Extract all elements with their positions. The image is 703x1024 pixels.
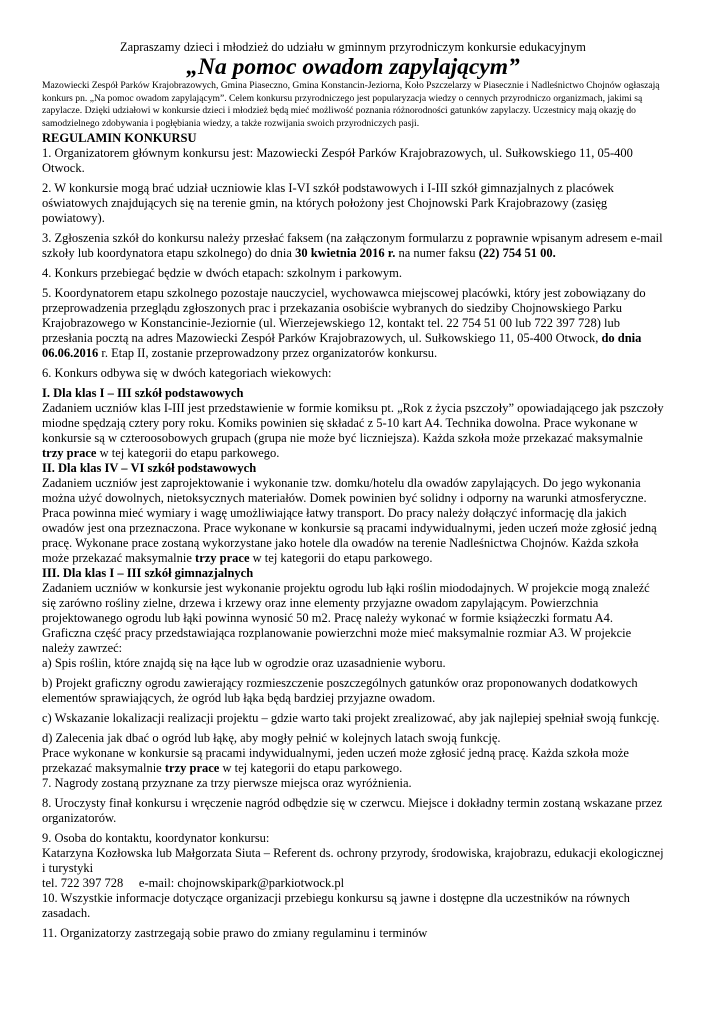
rule-5-text-2: r. Etap II, zostanie przeprowadzony przez organizatorów konkursu.: [98, 346, 438, 361]
rule-2: 2. W konkursie mogą brać udział uczniowie klas I-VI szkół podstawowych i I-III szkół gimnazjalnych z placówek oświatowych znajdujących się na terenie gmin, na których położony jest Chojnowski Park Krajobrazowy (zasięg powiatowy).: [42, 181, 614, 226]
rule-6: 6. Konkurs odbywa się w dwóch kategoriach wiekowych:: [42, 366, 332, 381]
rule-3-deadline: 30 kwietnia 2016 r.: [295, 246, 396, 261]
category-3-heading: III. Dla klas I – III szkół gimnazjalnych: [42, 566, 254, 581]
category-1-body: Zadaniem uczniów klas I-III jest przedstawienie w formie komiksu pt. „Rok z życia pszczoły” opowiadającego jak pszczoły miodne spędzają cztery pory roku. Komiks powinien się składać z 5-10 kart A4. Technika dowolna. Prace wykonane w konkursie są w czteroosobowych grupach (grupa nie może być liczniejsza). Każda szkoła może przekazać maksymalnie: [42, 401, 664, 446]
category-1-limit: trzy prace: [42, 446, 97, 461]
lead-paragraph: Mazowiecki Zespół Parków Krajobrazowych, Gmina Piaseczno, Gmina Konstancin-Jeziorna, Koło Pszczelarzy w Piasecznie i Nadleśnictwo Chojnów ogłaszają konkurs pn. „Na pomoc owadom zapylającym”. Celem konkursu przyrodniczego jest popularyzacja wiedzy o cennych przyrodniczo organizmach, jakimi są zapylacze. Dzięki udziałowi w konkursie dzieci i młodzież będą mieć możliwość poznania różnorodności gatunków zapylaczy. Uczestnicy mają okazję do samodzielnego zdobywania i pogłębiania wiedzy, a także rozwijania swoich przyrodniczych pasji.: [42, 80, 660, 129]
rule-9: 9. Osoba do kontaktu, koordynator konkursu:: [42, 831, 270, 846]
category-3-closing-tail: w tej kategorii do etapu parkowego.: [219, 761, 403, 776]
category-3-item-c: c) Wskazanie lokalizacji realizacji projektu – gdzie warto taki projekt zrealizować, aby jak najlepiej spełniał swoją funkcję.: [42, 711, 660, 726]
rule-3: [42, 231, 664, 261]
rule-3-text: 3. Zgłoszenia szkół do konkursu należy przesłać faksem (na załączonym formularzu z poprawnie wpisanym adresem e-mail szkoły lub koordynatora etapu szkolnego) do dnia: [42, 231, 663, 261]
rule-3-text-2: na numer faksu: [395, 246, 479, 261]
rule-5-text: 5. Koordynatorem etapu szkolnego pozostaje nauczyciel, wychowawca miejscowej placówki, który jest zobowiązany do przeprowadzenia przeglądu zgłoszonych prac i przekazania osobiście wybranych do siedziby Chojnowskiego Parku Krajobrazowego w Konstancinie-Jeziornie (ul. Wierzejewskiego 12, kontakt tel. 22 754 51 00 lub 722 397 728) lub przesłania pocztą na adres Mazowiecki Zespół Parków Krajobrazowych, ul. Sułkowskiego 11, 05-400 Otwock,: [42, 286, 646, 346]
category-2-tail: w tej kategorii do etapu parkowego.: [249, 551, 433, 566]
category-2-heading: II. Dla klas IV – VI szkół podstawowych: [42, 461, 257, 476]
category-1-tail: w tej kategorii do etapu parkowego.: [96, 446, 280, 461]
category-1-heading: I. Dla klas I – III szkół podstawowych: [42, 386, 244, 401]
category-3-item-a: a) Spis roślin, które znajdą się na łące lub w ogrodzie oraz uzasadnienie wyboru.: [42, 656, 446, 671]
rules-heading: REGULAMIN KONKURSU: [42, 131, 197, 146]
category-2-body: Zadaniem uczniów jest zaprojektowanie i wykonanie tzw. domku/hotelu dla owadów zapylających. Do jego wykonania można użyć dowolnych, nietoksycznych materiałów. Domek powinien być solidny i odporny na warunki atmosferyczne. Praca powinna mieć wymiary i wagę umożliwiające łatwy transport. Do pracy należy dołączyć informację dla jakich owadów jest ona przeznaczona. Prace wykonane w konkursie są pracami indywidualnymi, jeden uczeń może zgłosić jedną pracę. Wykonane prace zostaną wykorzystane jako hotele dla owadów na terenie Nadleśnictwa Chojnów. Każda szkoła może przekazać maksymalnie: [42, 476, 657, 566]
rule-10: 10. Wszystkie informacje dotyczące organizacji przebiegu konkursu są jawne i dostępne dla uczestników na równych zasadach.: [42, 891, 630, 921]
category-1-text: [42, 401, 664, 461]
category-3-item-b: b) Projekt graficzny ogrodu zawierający rozmieszczenie poszczególnych gatunków oraz proponowanych dodatkowych elementów sprawiających, że ogród lub łąka będą bardziej przyjazne owadom.: [42, 676, 638, 706]
contest-title: „Na pomoc owadom zapylającym”: [186, 54, 520, 80]
rule-5-deadline: do dnia 06.06.2016: [42, 331, 642, 361]
category-2-text: [42, 476, 664, 566]
contact-persons: Katarzyna Kozłowska lub Małgorzata Siuta – Referent ds. ochrony przyrody, środowiska, krajobrazu, edukacji ekologicznej i turystyki: [42, 846, 664, 876]
category-3-text: Zadaniem uczniów w konkursie jest wykonanie projektu ogrodu lub łąki roślin miododajnych. W projekcie mogą znaleźć się zarówno rośliny zielne, drzewa i krzewy oraz inne elementy przyjazne owadom zapylającym. Powierzchnia projektowanego ogrodu lub łąki powinna wynosić 50 m2. Pracę należy wykonać w formie książeczki formatu A4. Graficzna część pracy przedstawiająca rozplanowanie powierzchni może mieć maksymalnie rozmiar A3. W projekcie należy zawrzeć:: [42, 581, 650, 656]
category-3-closing: [42, 746, 664, 776]
rule-5: [42, 286, 664, 361]
rule-8: 8. Uroczysty finał konkursu i wręczenie nagród odbędzie się w czerwcu. Miejsce i dokładny termin zostaną wskazane przez organizatorów.: [42, 796, 663, 826]
document-page: [42, 40, 664, 946]
rule-1: 1. Organizatorem głównym konkursu jest: Mazowiecki Zespół Parków Krajobrazowych, ul. Sułkowskiego 11, 05-400 Otwock.: [42, 146, 633, 176]
category-2-limit: trzy prace: [195, 551, 250, 566]
contact-details: tel. 722 397 728 e-mail: chojnowskipark@parkiotwock.pl: [42, 876, 345, 891]
intro-line: Zapraszamy dzieci i młodzież do udziału w gminnym przyrodniczym konkursie edukacyjnym: [120, 40, 586, 54]
rule-11: 11. Organizatorzy zastrzegają sobie prawo do zmiany regulaminu i terminów: [42, 926, 428, 941]
rule-4: 4. Konkurs przebiegać będzie w dwóch etapach: szkolnym i parkowym.: [42, 266, 402, 281]
rule-7: 7. Nagrody zostaną przyznane za trzy pierwsze miejsca oraz wyróżnienia.: [42, 776, 412, 791]
rule-3-fax: (22) 754 51 00.: [478, 246, 556, 261]
category-3-limit: trzy prace: [164, 761, 220, 776]
category-3-item-d: d) Zalecenia jak dbać o ogród lub łąkę, aby mogły pełnić w kolejnych latach swoją funkcję.: [42, 731, 501, 746]
category-3-closing-body: Prace wykonane w konkursie są pracami indywidualnymi, jeden uczeń może zgłosić jedną pracę. Każda szkoła może przekazać maksymalnie: [42, 746, 629, 776]
